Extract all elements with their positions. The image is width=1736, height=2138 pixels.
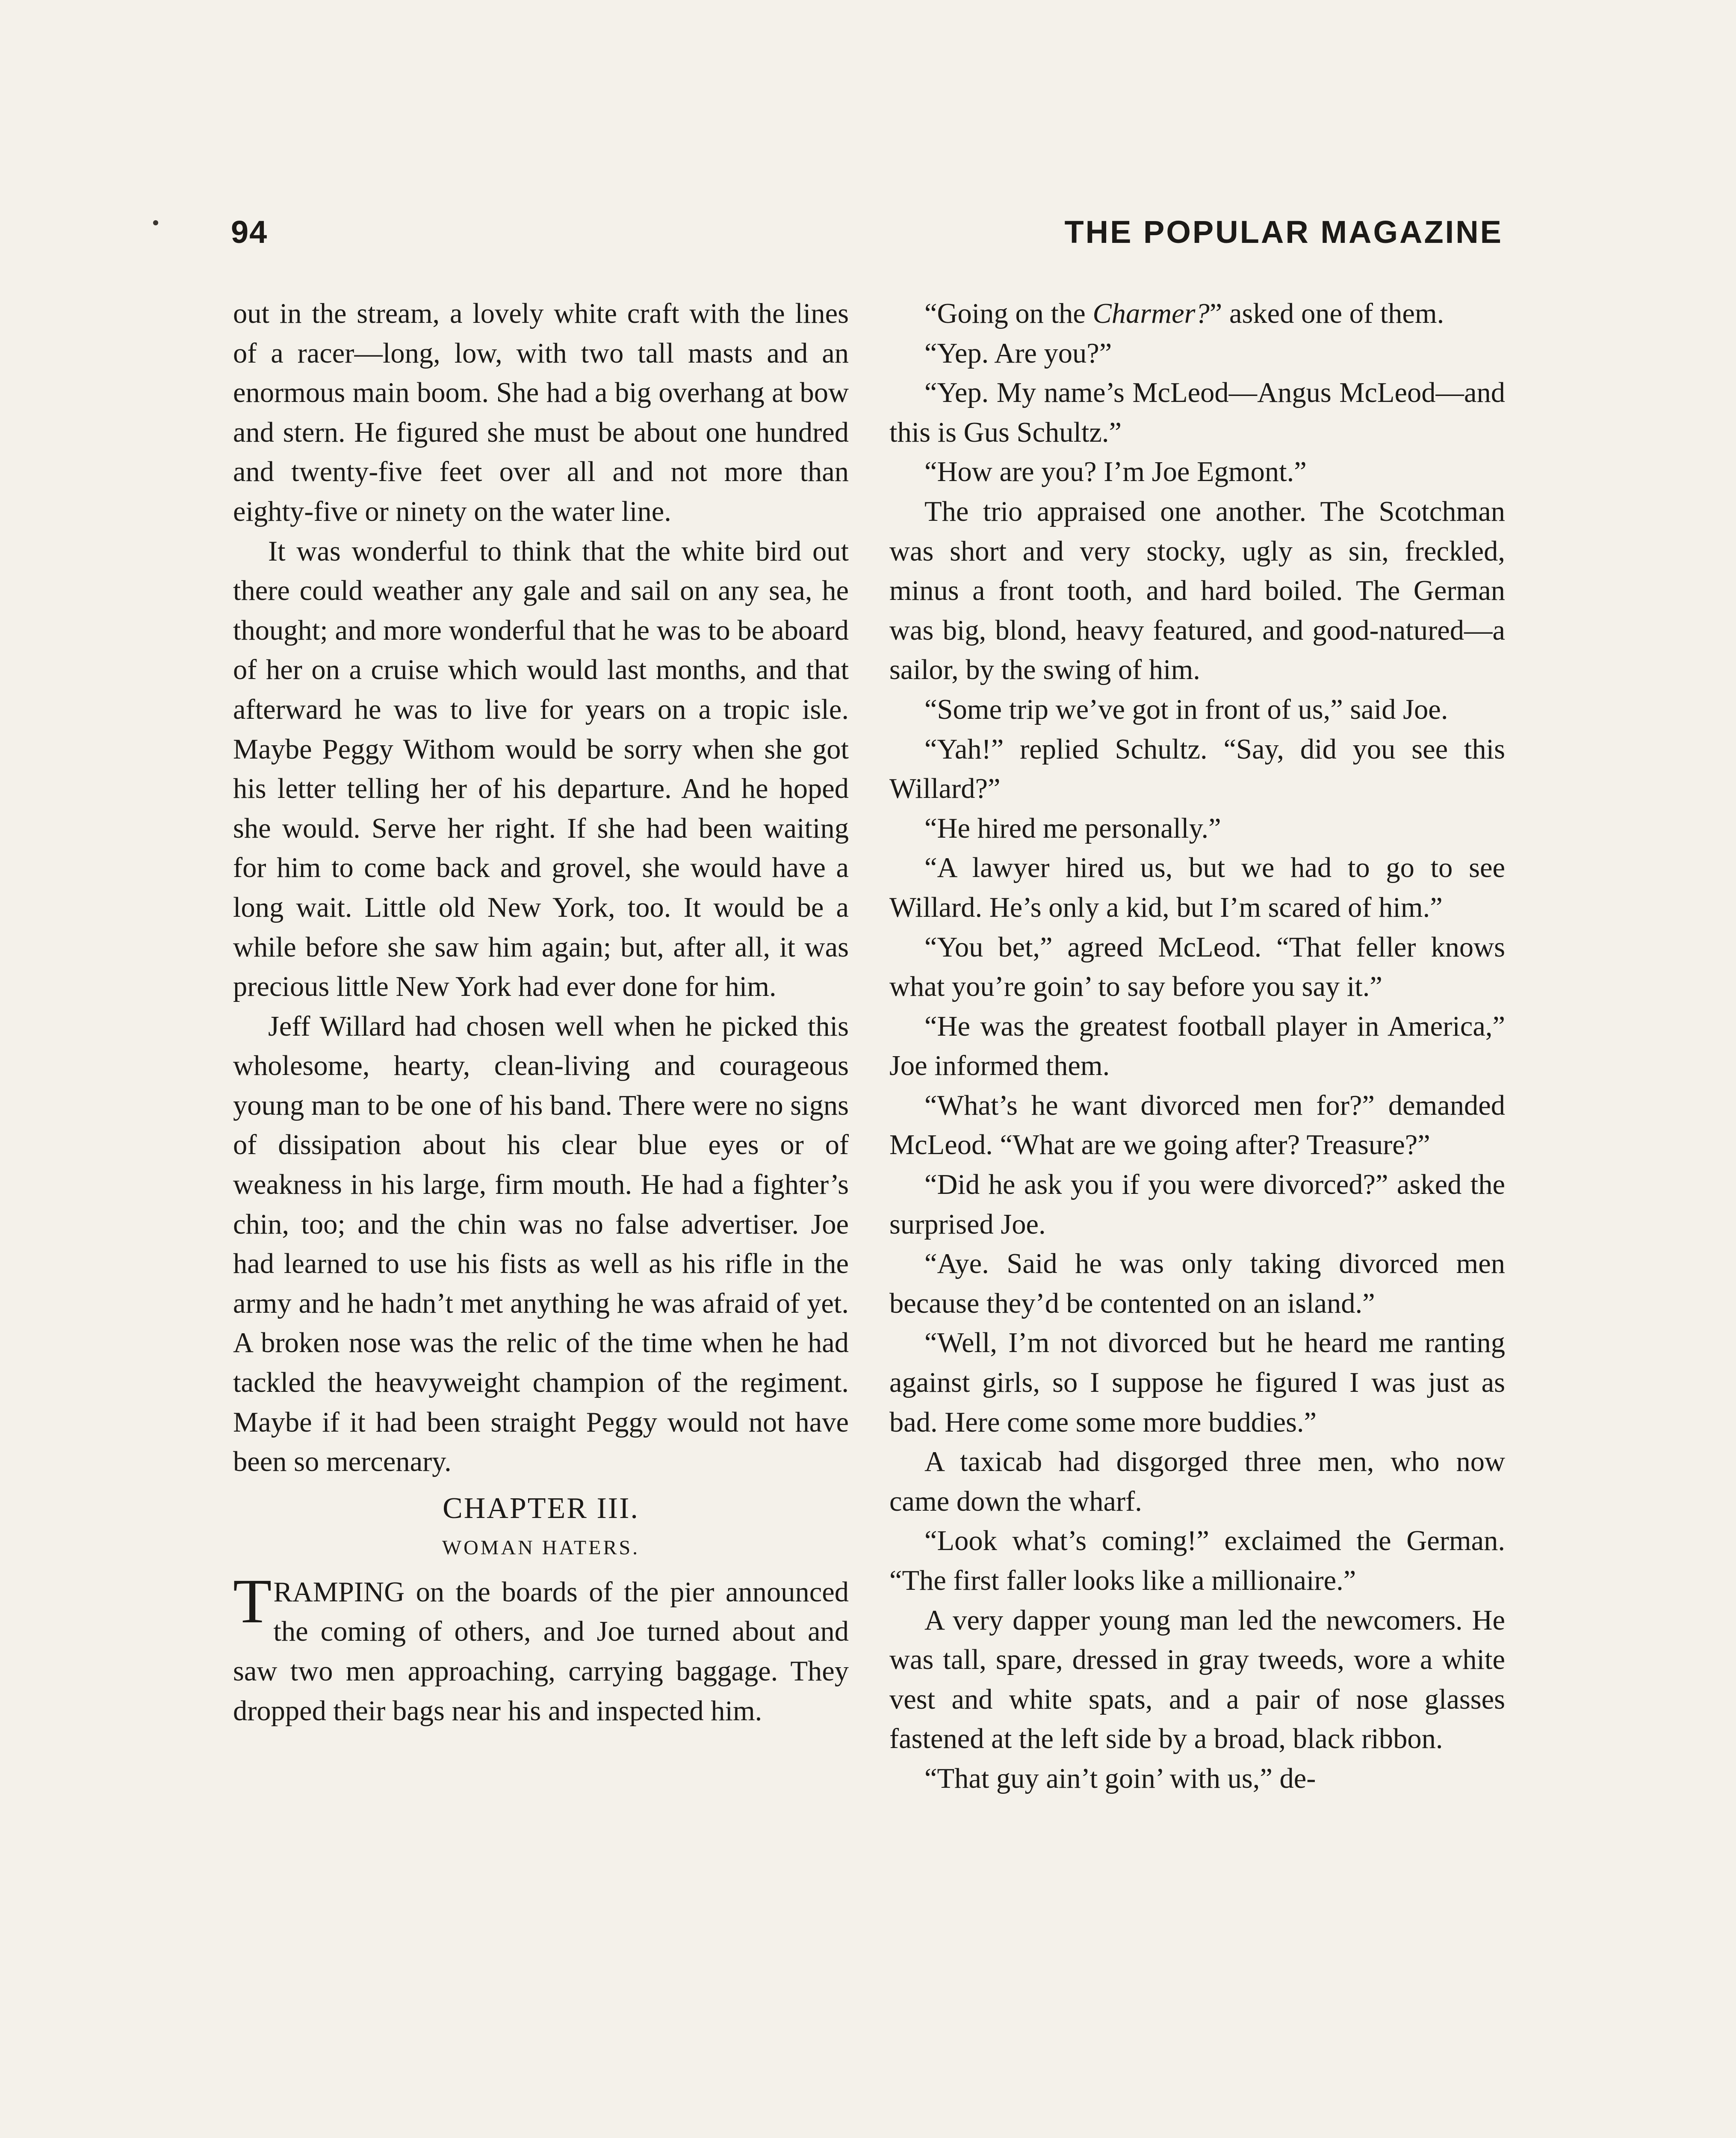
paragraph: “Some trip we’ve got in front of us,” said Joe. xyxy=(924,694,1448,725)
paragraph: “He hired me personally.” xyxy=(924,812,1221,844)
drop-cap: T xyxy=(233,1566,272,1636)
paragraph: “Yah!” replied Schultz. “Say, did you see this Willard?” xyxy=(889,733,1505,805)
paragraph: “Aye. Said he was only taking divorced men because they’d be contented on an island.” xyxy=(889,1248,1505,1319)
paragraph: “How are you? I’m Joe Egmont.” xyxy=(924,456,1307,488)
paragraph: Jeff Willard had chosen well when he picked this wholesome, hearty, clean-living and courageous young man to be one of his band. There were no signs of dissipation about his clear blue eyes or of weakness in his large, firm mouth. He had a fighter’s chin, too; and the chin was no false advertiser. Joe had learned to use his fists as well as his rifle in the army and he hadn’t met anything he was afraid of yet. A broken nose was the relic of the time when he had tackled the heavyweight champion of the regiment. Maybe if it had been straight Peggy would not have been so mercenary. xyxy=(233,1010,849,1478)
paragraph: “Well, I’m not divorced but he heard me ranting against girls, so I suppose he figured I was just as bad. Here come some more buddies.” xyxy=(889,1327,1505,1438)
ink-speck xyxy=(153,220,158,225)
paragraph: out in the stream, a lovely white craft with the lines of a racer—long, low, with two tall masts and an enormous main boom. She had a big overhang at bow and stern. He figured she must be about one hundred and twenty-five feet over all and not more than eighty-five or ninety on the water line. xyxy=(233,298,849,527)
paragraph: It was wonderful to think that the white bird out there could weather any gale and sail on any sea, he thought; and more wonderful that he was to be aboard of her on a cruise which would last months, and that afterward he was to live for years on a tropic isle. Maybe Peggy Withom would be sorry when she got his letter telling her of his departure. And he hoped she would. Serve her right. If she had been waiting for him to come back and grovel, she would have a long wait. Little old New York, too. It would be a while before she saw him again; but, after all, it was precious little New York had ever done for him. xyxy=(233,535,849,1003)
paragraph: “Did he ask you if you were divorced?” asked the surprised Joe. xyxy=(889,1169,1505,1240)
left-column xyxy=(233,294,849,1731)
chapter-opening-text: RAMPING on the boards of the pier announced the coming of others, and Joe turned about and saw two men approaching, carrying baggage. They dropped their bags near his and inspected him. xyxy=(233,1576,849,1727)
dialogue-after: ” asked one of them. xyxy=(1209,298,1444,329)
page-number: 94 xyxy=(231,214,268,250)
right-column xyxy=(889,294,1505,1799)
paragraph: “What’s he want divorced men for?” demanded McLeod. “What are we going after? Treasure?” xyxy=(889,1090,1505,1161)
dialogue-before: “Going on the xyxy=(924,298,1093,329)
paragraph: The trio appraised one another. The Scotchman was short and very stocky, ugly as sin, freckled, minus a front tooth, and hard boiled. The German was big, blond, heavy featured, and good-natured—a sailor, by the swing of him. xyxy=(889,496,1505,686)
paragraph: “A lawyer hired us, but we had to go to see Willard. He’s only a kid, but I’m scared of him.” xyxy=(889,852,1505,923)
paragraph: “Look what’s coming!” exclaimed the German. “The first faller looks like a millionaire.” xyxy=(889,1525,1505,1596)
paragraph: “He was the greatest football player in America,” Joe informed them. xyxy=(889,1010,1505,1082)
chapter-opening-paragraph xyxy=(233,1566,849,1731)
running-title: THE POPULAR MAGAZINE xyxy=(1064,214,1503,250)
paragraph: “You bet,” agreed McLeod. “That feller knows what you’re goin’ to say before you say it.” xyxy=(889,931,1505,1003)
paragraph: A very dapper young man led the newcomers. He was tall, spare, dressed in gray tweeds, wore a white vest and white spats, and a pair of nose glasses fastened at the left side by a broad, black ribbon. xyxy=(889,1604,1505,1755)
paragraph: “Yep. My name’s McLeod—Angus McLeod—and this is Gus Schultz.” xyxy=(889,377,1505,448)
paragraph xyxy=(889,294,1505,334)
paragraph: “Yep. Are you?” xyxy=(924,337,1112,369)
chapter-subtitle: WOMAN HATERS. xyxy=(442,1536,640,1559)
chapter-title: CHAPTER III. xyxy=(443,1491,639,1525)
paragraph: “That guy ain’t goin’ with us,” de- xyxy=(924,1763,1316,1794)
paragraph: A taxicab had disgorged three men, who now came down the wharf. xyxy=(889,1446,1505,1517)
ship-name: Charmer? xyxy=(1092,298,1210,329)
